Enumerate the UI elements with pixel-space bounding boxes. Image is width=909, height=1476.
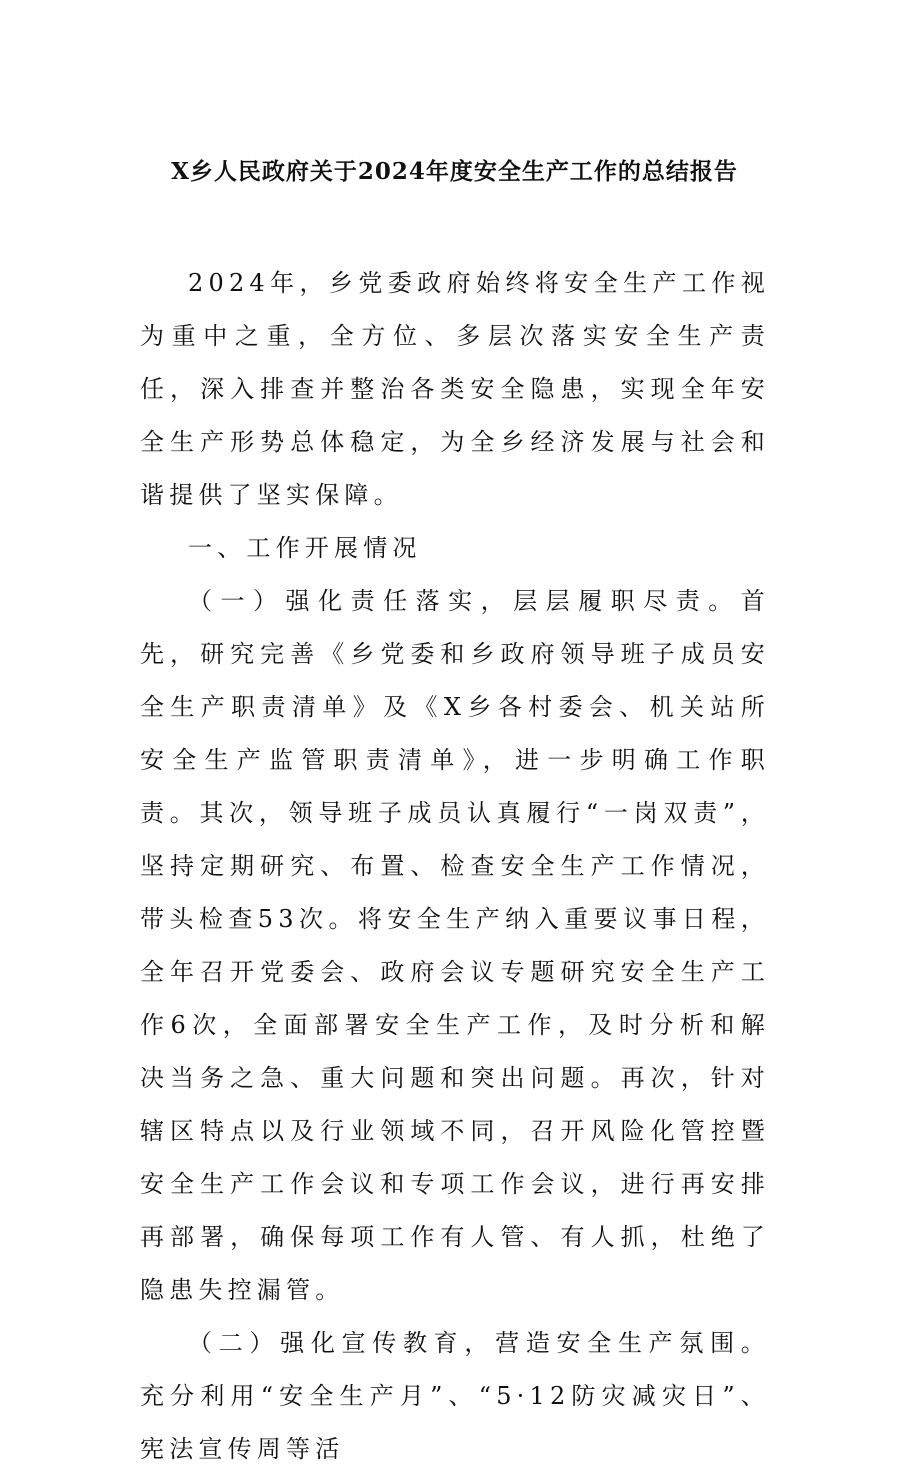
document-title: X乡人民政府关于2024年度安全生产工作的总结报告 <box>171 158 738 185</box>
intro-paragraph: 2024年，乡党委政府始终将安全生产工作视为重中之重，全方位、多层次落实安全生产责任，深入排查并整治各类安全隐患，实现全年安全生产形势总体稳定，为全乡经济发展与社会和谐提供了坚实保障。 <box>140 269 770 509</box>
subsection-responsibility-paragraph: （一）强化责任落实，层层履职尽责。首先，研究完善《乡党委和乡政府领导班子成员安全生产职责清单》及《X乡各村委会、机关站所安全生产监管职责清单》，进一步明确工作职责。其次，领导班子成员认真履行“一岗双责”，坚持定期研究、布置、检查安全生产工作情况，带头检查53次。将安全生产纳入重要议事日程，全年召开党委会、政府会议专题研究安全生产工作6次，全面部署安全生产工作，及时分析和解决当务之急、重大问题和突出问题。再次，针对辖区特点以及行业领域不同，召开风险化管控暨安全生产工作会议和专项工作会议，进行再安排再部署，确保每项工作有人管、有人抓，杜绝了隐患失控漏管。 <box>140 587 770 1304</box>
document-body <box>140 257 770 1476</box>
subsection-publicity-paragraph: （二）强化宣传教育，营造安全生产氛围。充分利用“安全生产月”、“5·12防灾减灾日”、宪法宣传周等活 <box>140 1329 770 1463</box>
section-heading-work-status: 一、工作开展情况 <box>188 534 422 562</box>
